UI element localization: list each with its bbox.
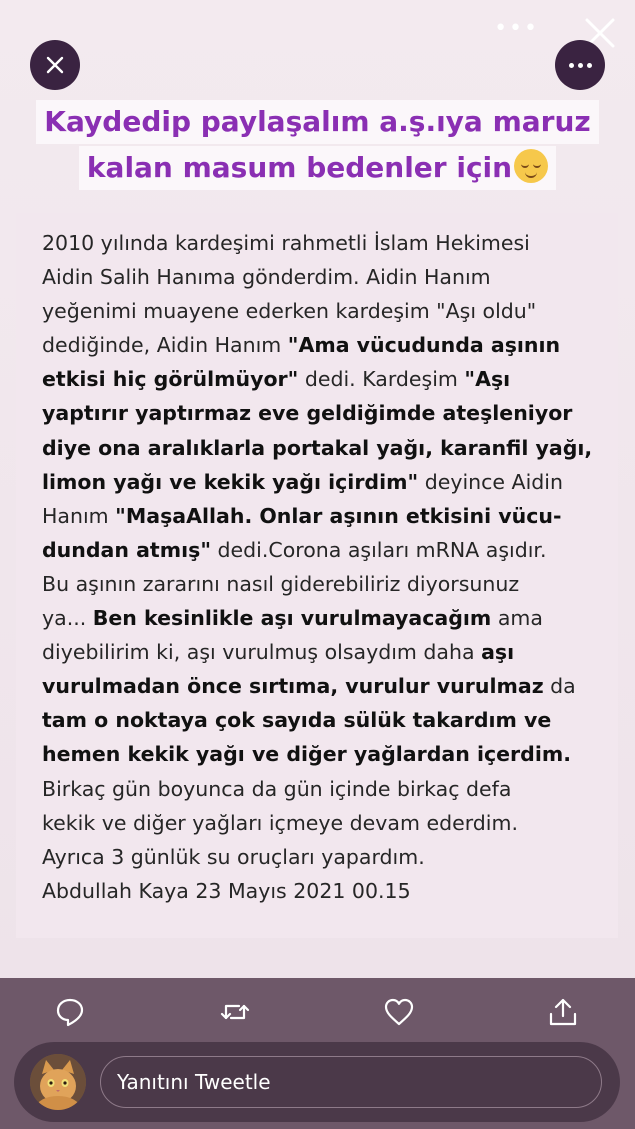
headline-line-1: Kaydedip paylaşalım a.ş.ıya maruz [36,100,598,144]
body-text-bold: "Aşı [464,367,511,392]
body-text-segment: Aidin Salih Hanıma gönderdim. Aidin Hanım [42,265,491,290]
body-text-segment: ya... [42,606,93,631]
body-line [42,499,612,533]
body-text-bold: "MaşaAllah. Onlar aşının etkisini vücu- [115,503,562,528]
body-line [42,465,612,499]
body-text-segment: dedi. Kardeşim [298,367,465,392]
body-line [42,533,612,567]
cat-avatar-icon [30,1054,86,1110]
body-line [42,431,612,465]
body-line [42,260,612,294]
body-text-segment: Ayrıca 3 günlük su oruçları yapardım. [42,844,425,869]
body-text-segment: Abdullah Kaya 23 Mayıs 2021 00.15 [42,878,411,903]
body-text-bold: Ben kesinlikle aşı vurulmayacağım [92,606,492,631]
body-line [42,703,612,737]
share-icon[interactable] [547,996,579,1028]
body-line [42,226,612,260]
body-text-segment: kekik ve diğer yağları içmeye devam ederdim. [42,810,518,835]
body-text-bold: yaptırır yaptırmaz eve geldiğimde ateşleniyor [42,401,573,426]
body-line [42,601,612,635]
body-line [42,840,612,874]
body-line [42,396,612,430]
retweet-icon[interactable] [219,996,251,1028]
body-text-bold: diye ona aralıklarla portakal yağı, karanfil yağı, [42,435,593,460]
body-line [42,328,612,362]
body-line [42,635,612,669]
body-text-bold: hemen kekik yağı ve diğer yağlardan içerdim. [42,742,571,767]
body-text-segment: diyebilirim ki, aşı vurulmuş olsaydım daha [42,640,482,665]
body-text-segment: yeğenimi muayene ederken kardeşim "Aşı oldu" [42,299,537,324]
body-text-segment: dediğinde, Aidin Hanım [42,333,288,358]
body-text-segment: dedi.Corona aşıları mRNA aşıdır. [211,537,547,562]
more-icon [569,63,592,68]
body-text-segment: 2010 yılında kardeşimi rahmetli İslam Hekimesi [42,231,530,255]
body-text-bold: tam o noktaya çok sayıda sülük takardım ve [42,708,552,733]
body-text-segment: Hanım [42,503,116,528]
body-line [42,874,612,908]
body-text-bold: "Ama vücudunda aşının [287,333,561,358]
reply-icon[interactable] [54,996,86,1028]
body-text-segment: Bu aşının zararını nasıl giderebiliriz diyorsunuz [42,571,520,596]
body-line [42,294,612,328]
body-text-bold: vurulmadan önce sırtıma, vurulur vurulmaz [42,674,544,699]
body-text-segment: ama [491,606,543,631]
body-line [42,737,612,771]
body-line [42,669,612,703]
body-text-bold: limon yağı ve kekik yağı içirdim" [42,469,419,494]
body-line [42,362,612,396]
body-text-segment: da [543,674,576,699]
close-button[interactable] [30,40,80,90]
background-more-icon: ••• [494,16,539,41]
body-line [42,567,612,601]
story-body-text [42,226,612,908]
body-text-segment: Birkaç gün boyunca da gün içinde birkaç defa [42,776,512,801]
avatar [30,1054,86,1110]
body-text-segment: deyince Aidin [418,469,563,494]
more-options-button[interactable] [555,40,605,90]
body-text-bold: etkisi hiç görülmüyor" [42,367,299,392]
relieved-face-icon [514,149,548,183]
body-line [42,772,612,806]
body-line [42,806,612,840]
story-headline [0,100,635,192]
close-icon [45,55,65,75]
heart-icon[interactable] [383,996,415,1028]
body-text-bold: aşı [481,640,515,665]
reply-input[interactable] [100,1056,602,1108]
headline-line-2: kalan masum bedenler için [79,146,556,190]
body-text-bold: dundan atmış" [42,537,212,562]
